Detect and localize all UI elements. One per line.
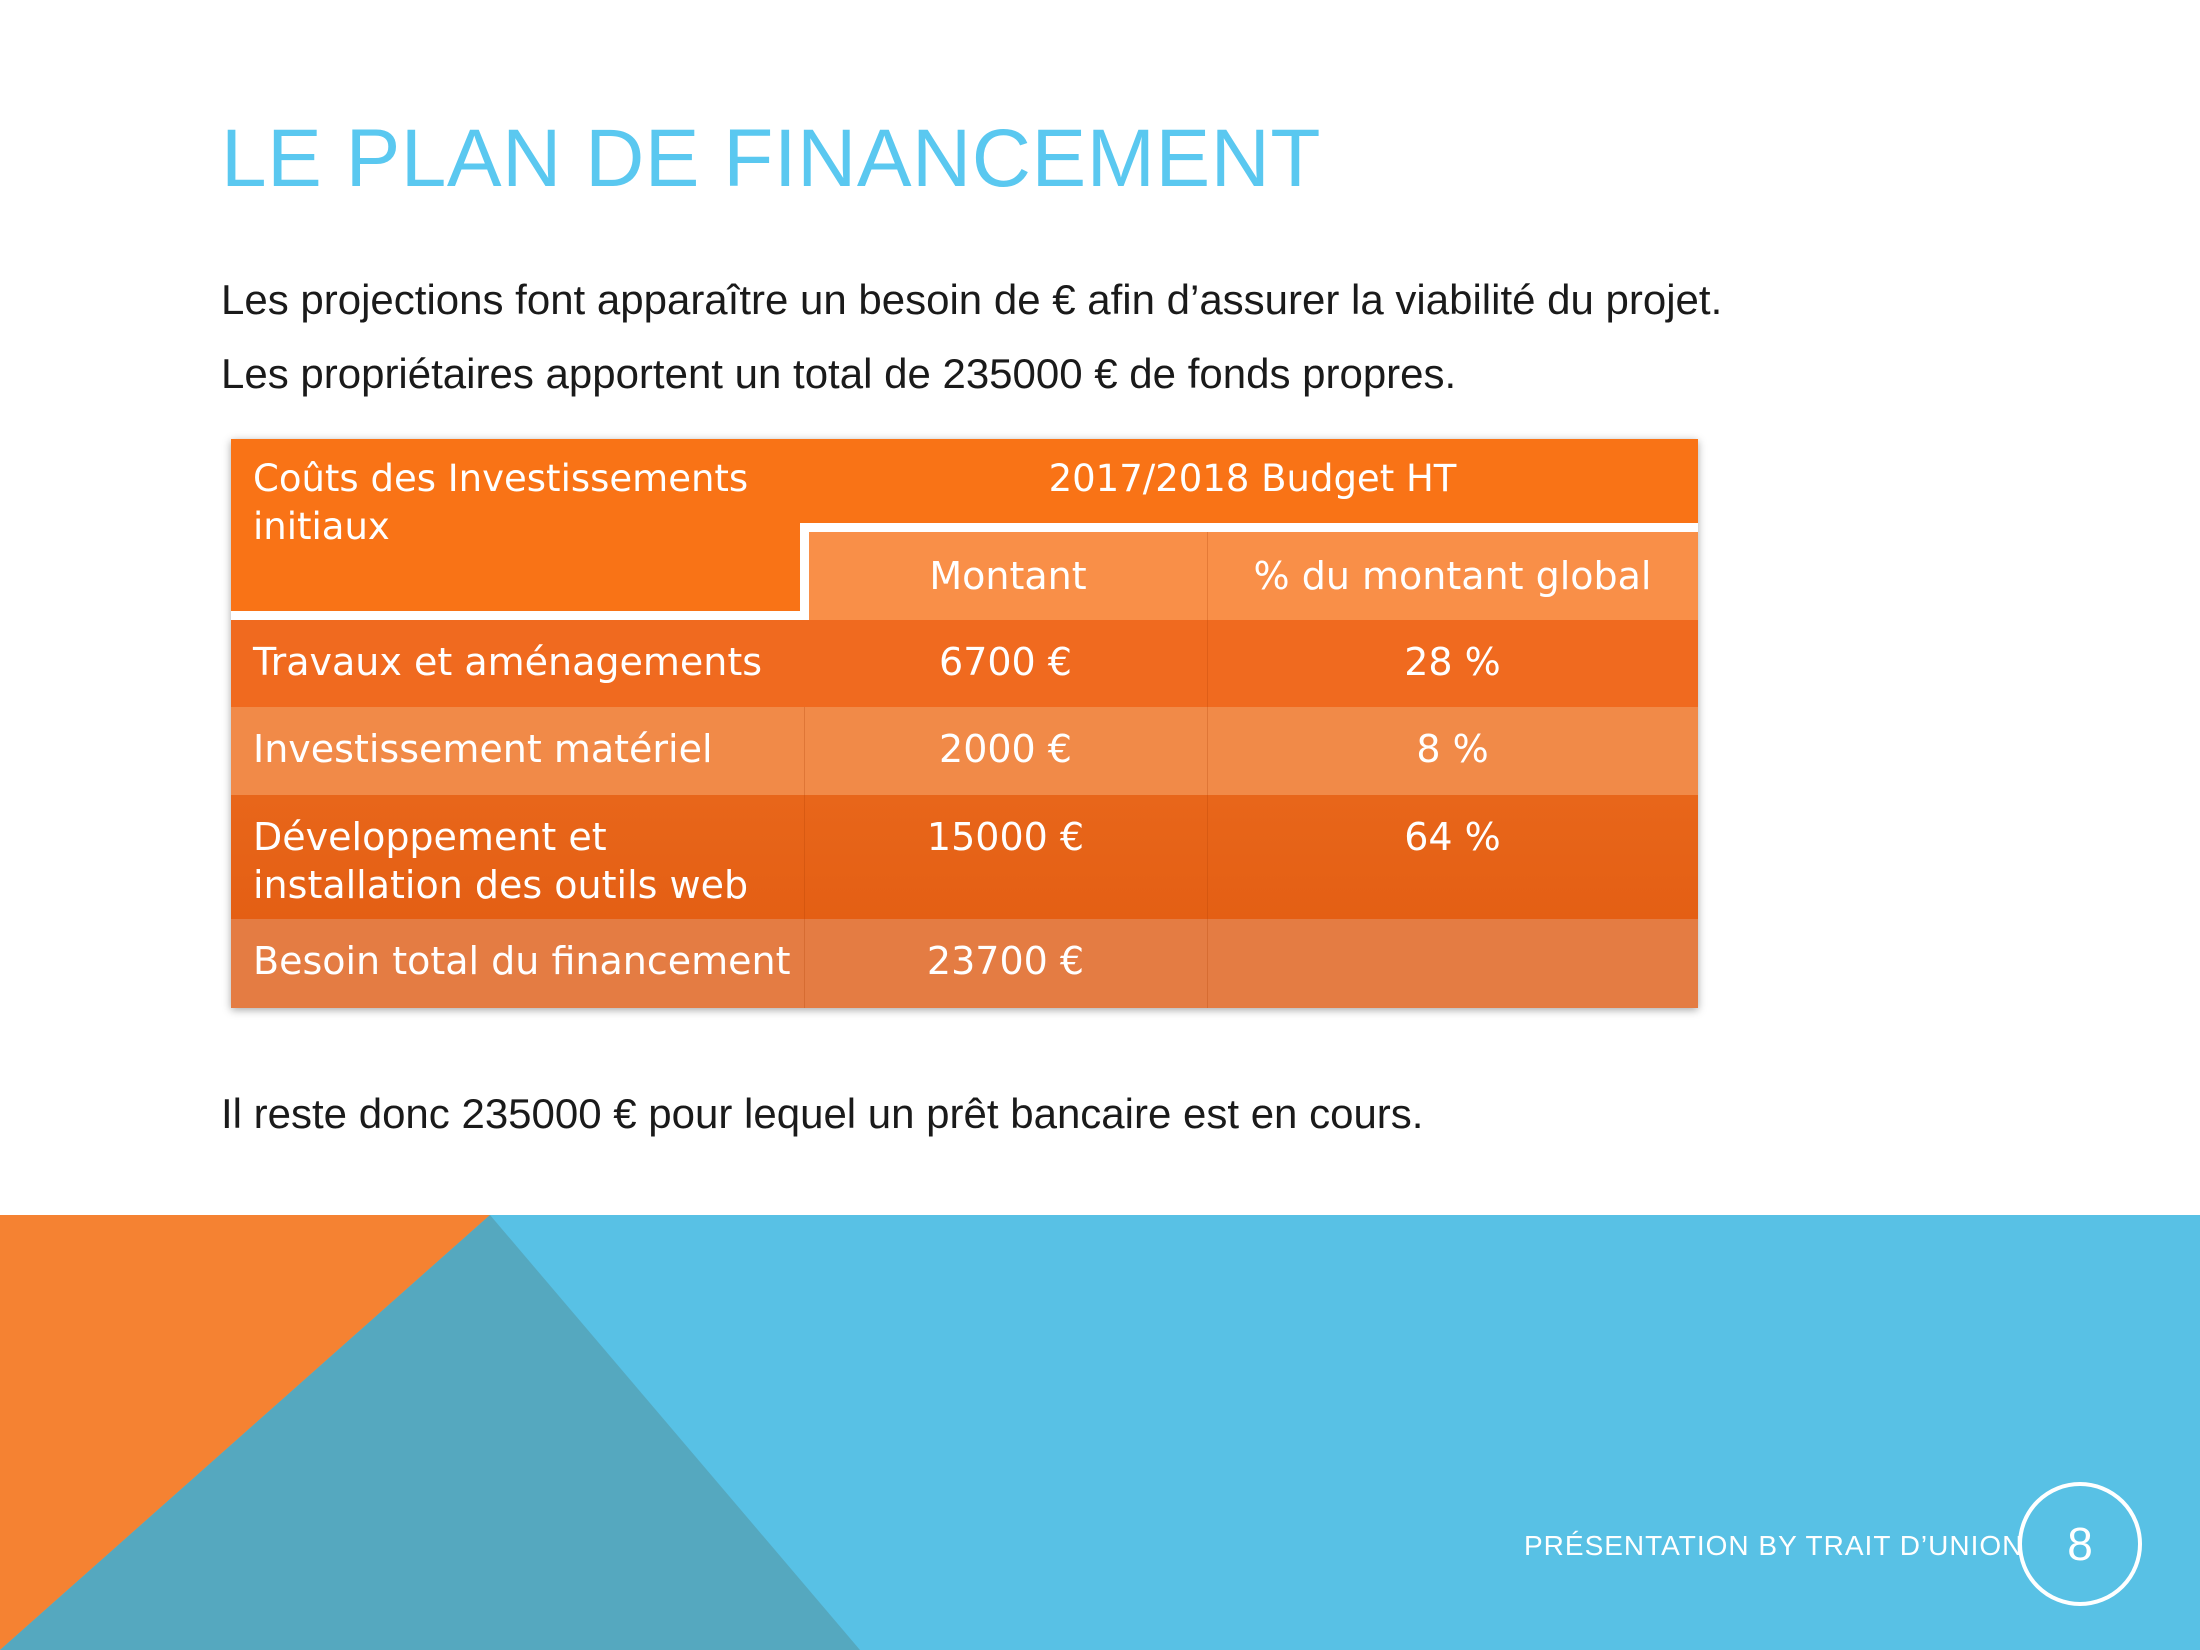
row-3-percent: 64 % (1207, 795, 1698, 919)
row-1-label: Travaux et aménagements (231, 620, 804, 707)
column-separator (1207, 532, 1208, 1008)
row-2-percent: 8 % (1207, 707, 1698, 795)
row-total-label: Besoin total du financement (231, 919, 804, 1008)
conclusion-paragraph: Il reste donc 235000 € pour lequel un prêt bancaire est en cours. (221, 1090, 1424, 1137)
row-2-amount: 2000 € (804, 707, 1207, 795)
row-1-percent: 28 % (1207, 620, 1698, 707)
intro-paragraph-need: Les projections font apparaître un besoin de € afin d’assurer la viabilité du projet. (221, 276, 1723, 323)
header-divider (800, 523, 1698, 532)
row-total-amount: 23700 € (804, 919, 1207, 1008)
footer-decoration (0, 1215, 2200, 1650)
footer-presenter: PRÉSENTATION BY TRAIT D’UNION (1524, 1530, 2024, 1561)
row-total-percent (1207, 919, 1698, 1008)
header-divider-vertical (800, 523, 809, 620)
table-header-budget: 2017/2018 Budget HT (807, 439, 1698, 526)
row-3-label: Développement et installation des outils web (231, 795, 804, 919)
row-1-amount: 6700 € (804, 620, 1207, 707)
header-divider-left (231, 611, 809, 620)
page-number-badge: 8 (2018, 1482, 2142, 1606)
row-2-label: Investissement matériel (231, 707, 804, 795)
subheader-amount: Montant (809, 532, 1207, 620)
row-3-amount: 15000 € (804, 795, 1207, 919)
subheader-percent: % du montant global (1207, 532, 1698, 620)
slide-title: LE PLAN DE FINANCEMENT (221, 113, 1321, 204)
table-header-costs: Coûts des Investissements initiaux (231, 439, 807, 613)
intro-paragraph-equity: Les propriétaires apportent un total de 235000 € de fonds propres. (221, 350, 1457, 397)
column-separator (804, 707, 805, 1008)
financing-table (231, 439, 1698, 1008)
